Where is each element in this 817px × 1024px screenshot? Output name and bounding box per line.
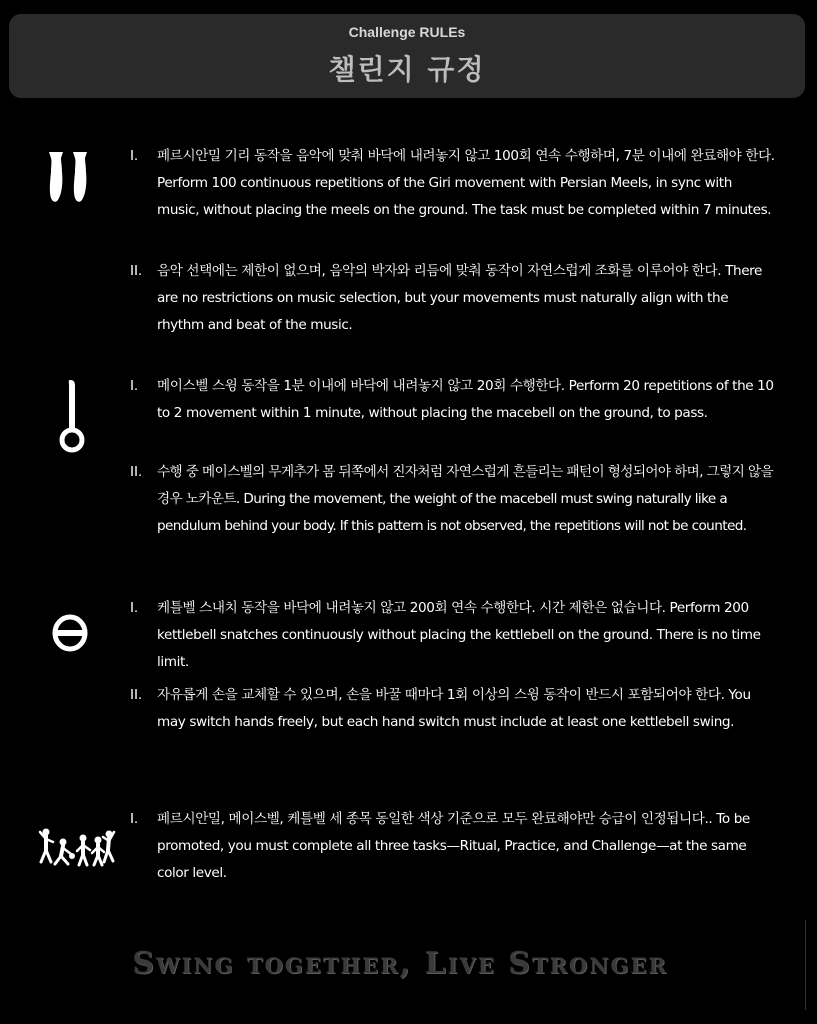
kettlebell-icon bbox=[50, 612, 90, 654]
macebell-icon bbox=[56, 378, 88, 458]
athletes-group-icon bbox=[38, 826, 116, 868]
rule-text: 케틀벨 스내치 동작을 바닥에 내려놓지 않고 200회 연속 수행한다. 시간 제한은 없습니다. Perform 200 kettlebell snatches continuously without placing the kettlebell on the ground. There is no time limit. bbox=[157, 600, 761, 670]
page-title: 챌린지 규정 bbox=[328, 53, 486, 86]
rule-text: 음악 선택에는 제한이 없으며, 음악의 박자와 리듬에 맞춰 동작이 자연스럽게 조화를 이루어야 한다. There are no restrictions on music selection, but your movements must naturally align with the rhythm and beat of the music. bbox=[157, 263, 763, 333]
rule-text: 페르시안밀 기리 동작을 음악에 맞춰 바닥에 내려놓지 않고 100회 연속 수행하며, 7분 이내에 완료해야 한다. Perform 100 continuous repetitions of the Giri movement with Persian Meels, in sync with music, without placing the meels on the ground. The task must be completed within 7 minutes. bbox=[157, 148, 775, 218]
header-subtitle: Challenge RULEs bbox=[348, 24, 466, 40]
rule-numeral: I. bbox=[130, 600, 139, 616]
header-banner bbox=[9, 14, 805, 98]
rule-text: 메이스벨 스윙 동작을 1분 이내에 바닥에 내려놓지 않고 20회 수행한다. Perform 20 repetitions of the 10 to 2 movement within 1 minute, without placing the macebell on the ground, to pass. bbox=[157, 378, 774, 421]
rule-numeral: II. bbox=[130, 464, 143, 480]
rule-text: 페르시안밀, 메이스벨, 케틀벨 세 종목 동일한 색상 기준으로 모두 완료해야만 승급이 인정됩니다.. To be promoted, you must complete all three tasks—Ritual, Practice, and Challenge—at the same color level. bbox=[157, 811, 750, 881]
rule-text: 수행 중 메이스벨의 무게추가 몸 뒤쪽에서 진자처럼 자연스럽게 흔들리는 패턴이 형성되어야 하며, 그렇지 않을 경우 노카운트. During the movement, the weight of the macebell must swing naturally like a pendulum behind your body. If this pattern is not observed, the repetitions will not be counted. bbox=[157, 464, 774, 534]
rule-text: 자유롭게 손을 교체할 수 있으며, 손을 바꿀 때마다 1회 이상의 스윙 동작이 반드시 포함되어야 한다. You may switch hands freely, but each hand switch must include at least one kettlebell swing. bbox=[157, 687, 751, 730]
rule-numeral: II. bbox=[130, 687, 143, 703]
rule-numeral: I. bbox=[130, 811, 139, 827]
rule-numeral: I. bbox=[130, 378, 139, 394]
slogan: Swing together, Live Stronger bbox=[132, 946, 668, 981]
rule-numeral: I. bbox=[130, 148, 139, 164]
persian-meels-icon bbox=[46, 148, 92, 206]
rule-numeral: II. bbox=[130, 263, 143, 279]
divider bbox=[805, 920, 806, 1010]
